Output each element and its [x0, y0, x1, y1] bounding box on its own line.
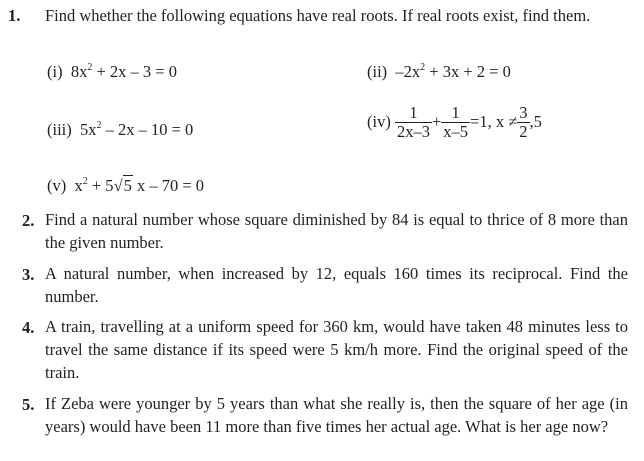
q1-ii-label: (ii): [367, 62, 388, 81]
question-2-number: 2.: [22, 211, 35, 230]
question-1-number: 1.: [8, 6, 21, 25]
question-2-text: Find a natural number whose square diminished by 84 is equal to thrice of 8 more than the given number.: [45, 210, 628, 252]
question-1-text: Find whether the following equations have real roots. If real roots exist, find them.: [45, 6, 591, 25]
question-4-number: 4.: [22, 318, 35, 337]
question-5-text: If Zeba were younger by 5 years than what she really is, then the square of her age (in years) would have been 11 more than five times her actual age. What is her age now?: [45, 394, 628, 436]
q1-part-i: (i) $8x^2 + 2x - 3 = 0$: [47, 62, 177, 81]
q1-part-iv: (iv) $\frac{1}{2x-3}$ + $\frac{1}{x-5}$ =1, x ≠ $\frac{3}{2}$ ,5: [367, 102, 542, 141]
q1-i-label: (i): [47, 62, 63, 81]
q1-v-sqrt: √5: [113, 176, 132, 195]
question-3-number: 3.: [22, 265, 35, 284]
q1-iv-fraction-2: $\frac{1}{x-5}$: [443, 102, 469, 141]
q1-iv-label: (iv): [367, 112, 391, 132]
q1-v-label: (v): [47, 176, 67, 195]
question-4-text: A train, travelling at a uniform speed for 360 km, would have taken 48 minutes less to travel the same distance if its speed were 5 km/h more. Find the original speed of the train.: [45, 317, 628, 382]
q1-part-iii: (iii) $5x^2 - 2x - 10 = 0$: [47, 120, 194, 139]
question-3-text: A natural number, when increased by 12, equals 160 times its reciprocal. Find the number.: [45, 264, 628, 306]
question-5-number: 5.: [22, 395, 35, 414]
q1-iv-fraction-3: $\frac{3}{2}$: [519, 102, 528, 141]
q1-part-ii: (ii) $-2x^2 + 3x + 2 = 0$: [367, 62, 511, 81]
q1-part-v: (v) $x^2 + 5√5$ x – 70 = 0: [47, 176, 205, 195]
q1-iii-label: (iii): [47, 120, 72, 139]
q1-iv-fraction-1: $\frac{1}{2x-3}$: [396, 102, 430, 141]
